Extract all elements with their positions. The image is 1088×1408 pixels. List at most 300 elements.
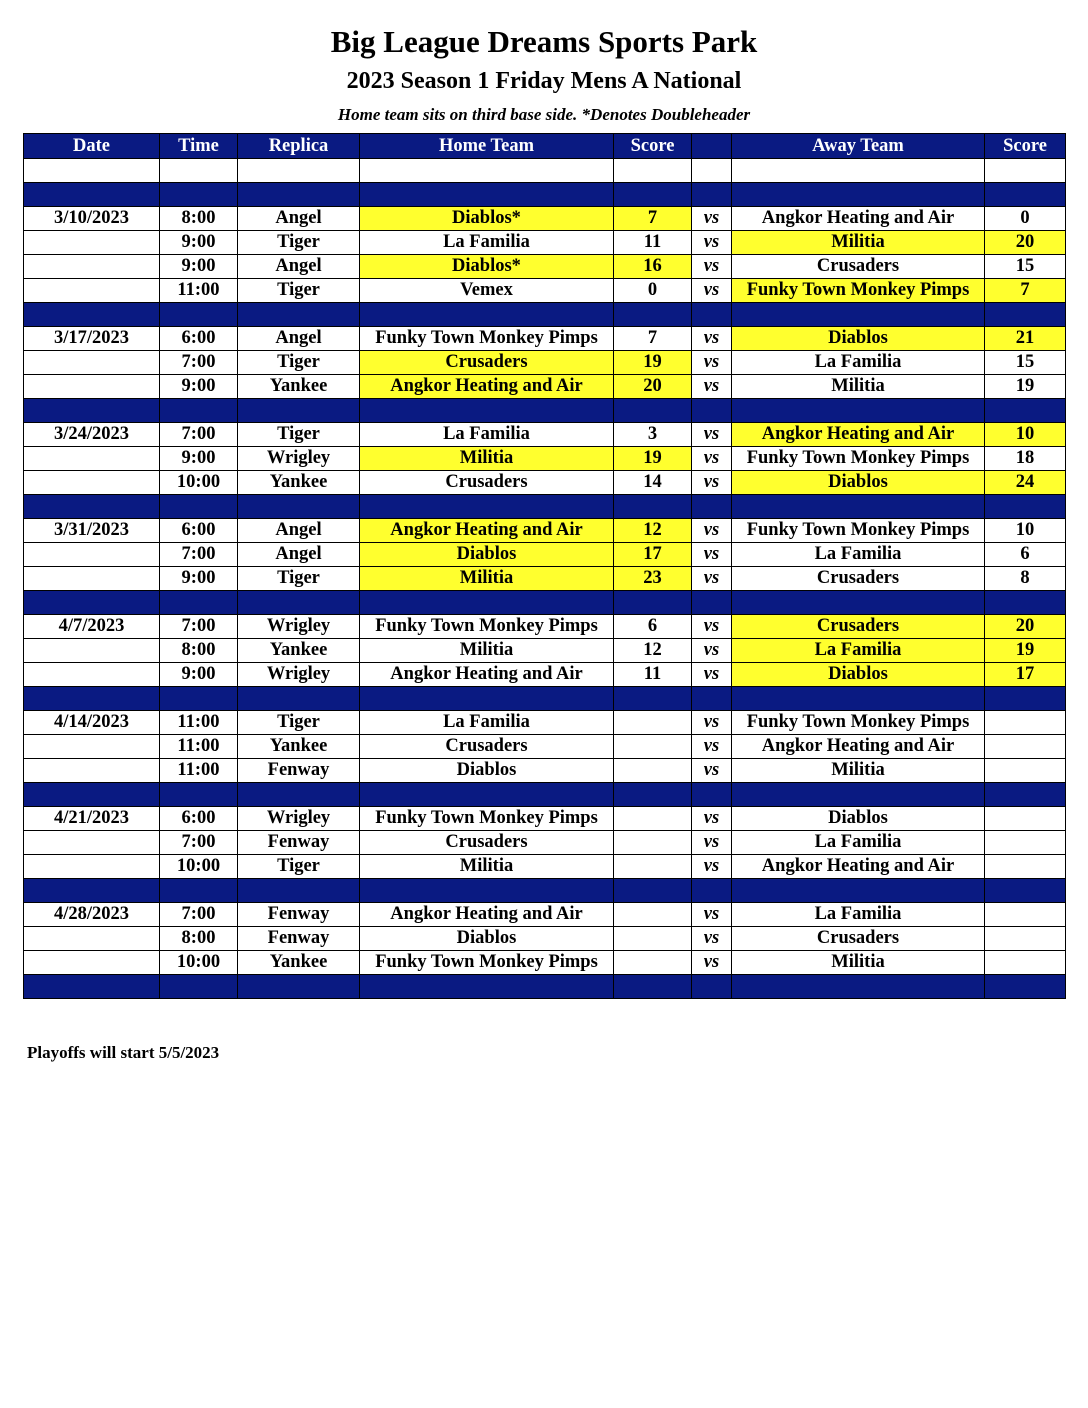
away-score-cell [985,903,1066,927]
blank-cell [24,159,160,183]
time-cell: 7:00 [160,903,238,927]
separator-cell [160,303,238,327]
home-score-cell: 11 [614,231,692,255]
vs-cell: vs [692,351,732,375]
vs-cell: vs [692,759,732,783]
away-team-cell: Militia [732,375,985,399]
home-team-cell: Diablos [360,759,614,783]
home-team-cell: Crusaders [360,831,614,855]
time-cell: 8:00 [160,207,238,231]
replica-cell: Angel [238,543,360,567]
home-score-cell: 17 [614,543,692,567]
week-separator-row [24,183,1066,207]
date-cell: 4/21/2023 [24,807,160,831]
away-team-cell: Crusaders [732,615,985,639]
home-team-cell: Funky Town Monkey Pimps [360,951,614,975]
week-separator-row [24,783,1066,807]
date-cell [24,951,160,975]
time-cell: 7:00 [160,351,238,375]
blank-cell [985,159,1066,183]
vs-cell: vs [692,255,732,279]
away-team-cell: La Familia [732,903,985,927]
blank-row [24,159,1066,183]
vs-cell: vs [692,519,732,543]
separator-cell [24,591,160,615]
vs-cell: vs [692,855,732,879]
separator-cell [24,975,160,999]
separator-cell [985,975,1066,999]
home-team-cell: Diablos* [360,255,614,279]
time-cell: 7:00 [160,543,238,567]
separator-cell [360,183,614,207]
table-row [24,831,1066,855]
away-team-cell: La Familia [732,639,985,663]
home-score-cell: 7 [614,327,692,351]
away-team-cell: Diablos [732,807,985,831]
replica-cell: Fenway [238,759,360,783]
table-row [24,279,1066,303]
replica-cell: Wrigley [238,663,360,687]
home-score-cell [614,759,692,783]
vs-cell: vs [692,951,732,975]
separator-cell [238,687,360,711]
away-score-cell: 21 [985,327,1066,351]
replica-cell: Yankee [238,375,360,399]
home-team-cell: La Familia [360,711,614,735]
home-score-cell [614,927,692,951]
table-row [24,375,1066,399]
separator-cell [24,879,160,903]
separator-cell [238,303,360,327]
away-score-cell [985,759,1066,783]
time-cell: 9:00 [160,231,238,255]
date-cell [24,375,160,399]
table-row [24,903,1066,927]
away-score-cell [985,855,1066,879]
replica-cell: Angel [238,255,360,279]
time-cell: 6:00 [160,327,238,351]
vs-cell: vs [692,711,732,735]
separator-cell [360,879,614,903]
date-cell [24,447,160,471]
away-score-cell: 6 [985,543,1066,567]
blank-cell [238,159,360,183]
replica-cell: Wrigley [238,615,360,639]
away-team-cell: Angkor Heating and Air [732,855,985,879]
page-subtitle: 2023 Season 1 Friday Mens A National [346,68,742,94]
separator-cell [238,975,360,999]
away-score-cell [985,951,1066,975]
replica-cell: Tiger [238,567,360,591]
away-team-cell: Funky Town Monkey Pimps [732,519,985,543]
table-row [24,735,1066,759]
separator-cell [985,495,1066,519]
away-team-cell: La Familia [732,543,985,567]
vs-cell: vs [692,231,732,255]
column-header-away-team: Away Team [732,134,985,159]
date-cell: 3/17/2023 [24,327,160,351]
table-row [24,711,1066,735]
away-score-cell [985,735,1066,759]
separator-cell [614,183,692,207]
separator-cell [732,303,985,327]
vs-cell: vs [692,279,732,303]
home-score-cell: 12 [614,639,692,663]
table-row [24,207,1066,231]
separator-cell [360,591,614,615]
separator-cell [24,303,160,327]
home-team-cell: La Familia [360,231,614,255]
schedule-body [24,159,1066,999]
replica-cell: Wrigley [238,807,360,831]
replica-cell: Tiger [238,231,360,255]
replica-cell: Tiger [238,279,360,303]
separator-cell [238,399,360,423]
time-cell: 10:00 [160,471,238,495]
home-score-cell: 3 [614,423,692,447]
home-score-cell: 0 [614,279,692,303]
replica-cell: Yankee [238,735,360,759]
time-cell: 11:00 [160,279,238,303]
away-team-cell: Militia [732,759,985,783]
date-cell [24,351,160,375]
separator-cell [692,495,732,519]
separator-cell [985,303,1066,327]
separator-cell [692,687,732,711]
separator-cell [360,783,614,807]
separator-cell [692,591,732,615]
away-score-cell: 8 [985,567,1066,591]
home-team-cell: Diablos [360,543,614,567]
home-score-cell: 16 [614,255,692,279]
table-row [24,423,1066,447]
home-team-cell: Militia [360,639,614,663]
away-score-cell: 20 [985,231,1066,255]
separator-cell [614,879,692,903]
separator-cell [360,687,614,711]
home-score-cell: 19 [614,351,692,375]
vs-cell: vs [692,327,732,351]
separator-cell [732,879,985,903]
home-score-cell: 6 [614,615,692,639]
separator-cell [692,975,732,999]
separator-cell [160,591,238,615]
separator-cell [160,687,238,711]
vs-cell: vs [692,927,732,951]
table-header-row [24,134,1066,159]
separator-cell [360,399,614,423]
separator-cell [360,495,614,519]
date-cell [24,255,160,279]
date-cell [24,231,160,255]
date-cell: 3/31/2023 [24,519,160,543]
away-score-cell: 24 [985,471,1066,495]
separator-cell [238,783,360,807]
vs-cell: vs [692,903,732,927]
separator-cell [24,183,160,207]
time-cell: 6:00 [160,519,238,543]
separator-cell [24,687,160,711]
separator-cell [692,399,732,423]
schedule-table [23,133,1066,999]
vs-cell: vs [692,543,732,567]
separator-cell [692,879,732,903]
away-team-cell: Funky Town Monkey Pimps [732,711,985,735]
away-team-cell: Crusaders [732,255,985,279]
time-cell: 11:00 [160,735,238,759]
time-cell: 8:00 [160,927,238,951]
time-cell: 7:00 [160,423,238,447]
date-cell [24,855,160,879]
column-header-replica: Replica [238,134,360,159]
date-cell [24,639,160,663]
column-header-home-score: Score [614,134,692,159]
column-header-away-score: Score [985,134,1066,159]
away-team-cell: La Familia [732,831,985,855]
home-team-cell: Militia [360,447,614,471]
away-score-cell: 15 [985,255,1066,279]
replica-cell: Angel [238,519,360,543]
away-score-cell [985,927,1066,951]
separator-cell [238,495,360,519]
separator-cell [732,183,985,207]
vs-cell: vs [692,375,732,399]
separator-cell [692,183,732,207]
table-row [24,759,1066,783]
home-score-cell [614,951,692,975]
separator-cell [985,687,1066,711]
separator-cell [238,879,360,903]
home-team-cell: Crusaders [360,735,614,759]
time-cell: 9:00 [160,375,238,399]
away-score-cell: 19 [985,639,1066,663]
away-score-cell: 20 [985,615,1066,639]
separator-cell [985,183,1066,207]
separator-cell [160,495,238,519]
away-team-cell: Diablos [732,327,985,351]
separator-cell [614,687,692,711]
home-team-cell: Vemex [360,279,614,303]
replica-cell: Yankee [238,471,360,495]
date-cell [24,927,160,951]
home-score-cell: 14 [614,471,692,495]
date-cell: 4/14/2023 [24,711,160,735]
table-row [24,639,1066,663]
replica-cell: Tiger [238,711,360,735]
separator-cell [614,399,692,423]
vs-cell: vs [692,735,732,759]
separator-cell [24,495,160,519]
date-cell: 3/24/2023 [24,423,160,447]
date-cell [24,279,160,303]
home-team-cell: Funky Town Monkey Pimps [360,615,614,639]
column-header-date: Date [24,134,160,159]
home-score-cell [614,735,692,759]
vs-cell: vs [692,663,732,687]
column-header-home-team: Home Team [360,134,614,159]
away-team-cell: Diablos [732,663,985,687]
replica-cell: Fenway [238,903,360,927]
blank-cell [360,159,614,183]
home-score-cell: 20 [614,375,692,399]
separator-cell [732,399,985,423]
separator-cell [985,879,1066,903]
separator-cell [160,975,238,999]
time-cell: 9:00 [160,447,238,471]
away-team-cell: Funky Town Monkey Pimps [732,447,985,471]
away-score-cell: 17 [985,663,1066,687]
away-team-cell: Militia [732,231,985,255]
separator-cell [24,399,160,423]
home-team-cell: Funky Town Monkey Pimps [360,807,614,831]
table-row [24,255,1066,279]
separator-cell [692,783,732,807]
separator-cell [732,495,985,519]
date-cell [24,759,160,783]
away-score-cell [985,831,1066,855]
away-score-cell: 0 [985,207,1066,231]
separator-cell [160,879,238,903]
away-team-cell: Militia [732,951,985,975]
separator-cell [614,303,692,327]
column-header-vs [692,134,732,159]
away-score-cell [985,807,1066,831]
separator-cell [732,783,985,807]
away-team-cell: Angkor Heating and Air [732,207,985,231]
time-cell: 6:00 [160,807,238,831]
separator-cell [238,183,360,207]
away-team-cell: Angkor Heating and Air [732,735,985,759]
replica-cell: Angel [238,327,360,351]
week-separator-row [24,879,1066,903]
week-separator-row [24,591,1066,615]
table-row [24,855,1066,879]
home-score-cell [614,831,692,855]
home-team-cell: Diablos [360,927,614,951]
separator-cell [614,783,692,807]
vs-cell: vs [692,831,732,855]
date-cell [24,471,160,495]
home-team-cell: Crusaders [360,471,614,495]
schedule-note: Home team sits on third base side. *Denotes Doubleheader [337,105,751,124]
replica-cell: Fenway [238,831,360,855]
table-row [24,447,1066,471]
separator-cell [238,591,360,615]
home-score-cell [614,807,692,831]
date-cell: 3/10/2023 [24,207,160,231]
blank-cell [732,159,985,183]
away-team-cell: Diablos [732,471,985,495]
away-score-cell: 10 [985,519,1066,543]
home-team-cell: Angkor Heating and Air [360,903,614,927]
separator-cell [985,591,1066,615]
away-score-cell: 7 [985,279,1066,303]
separator-cell [614,591,692,615]
page-title: Big League Dreams Sports Park [330,24,758,59]
separator-cell [985,399,1066,423]
replica-cell: Yankee [238,639,360,663]
vs-cell: vs [692,807,732,831]
table-row [24,351,1066,375]
blank-cell [160,159,238,183]
vs-cell: vs [692,615,732,639]
table-row [24,543,1066,567]
table-row [24,663,1066,687]
replica-cell: Wrigley [238,447,360,471]
replica-cell: Yankee [238,951,360,975]
home-score-cell: 12 [614,519,692,543]
blank-cell [614,159,692,183]
date-cell: 4/7/2023 [24,615,160,639]
replica-cell: Tiger [238,855,360,879]
home-team-cell: Funky Town Monkey Pimps [360,327,614,351]
table-row [24,951,1066,975]
time-cell: 10:00 [160,855,238,879]
separator-cell [360,303,614,327]
replica-cell: Tiger [238,423,360,447]
vs-cell: vs [692,567,732,591]
separator-cell [360,975,614,999]
date-cell [24,567,160,591]
time-cell: 10:00 [160,951,238,975]
time-cell: 7:00 [160,831,238,855]
date-cell [24,663,160,687]
separator-cell [160,783,238,807]
away-score-cell: 19 [985,375,1066,399]
separator-cell [732,591,985,615]
table-row [24,519,1066,543]
time-cell: 9:00 [160,663,238,687]
away-team-cell: Crusaders [732,567,985,591]
date-cell: 4/28/2023 [24,903,160,927]
home-score-cell: 23 [614,567,692,591]
table-row [24,927,1066,951]
home-score-cell: 7 [614,207,692,231]
time-cell: 9:00 [160,255,238,279]
vs-cell: vs [692,447,732,471]
column-header-time: Time [160,134,238,159]
table-row [24,471,1066,495]
week-separator-row [24,975,1066,999]
home-team-cell: Angkor Heating and Air [360,663,614,687]
home-team-cell: Diablos* [360,207,614,231]
vs-cell: vs [692,207,732,231]
week-separator-row [24,687,1066,711]
away-team-cell: Angkor Heating and Air [732,423,985,447]
home-score-cell [614,855,692,879]
week-separator-row [24,399,1066,423]
separator-cell [692,303,732,327]
week-separator-row [24,495,1066,519]
date-cell [24,831,160,855]
date-cell [24,543,160,567]
separator-cell [985,783,1066,807]
separator-cell [732,687,985,711]
time-cell: 11:00 [160,759,238,783]
home-score-cell [614,903,692,927]
replica-cell: Angel [238,207,360,231]
separator-cell [732,975,985,999]
separator-cell [614,975,692,999]
away-score-cell: 10 [985,423,1066,447]
home-team-cell: Militia [360,855,614,879]
time-cell: 11:00 [160,711,238,735]
home-score-cell: 11 [614,663,692,687]
table-row [24,567,1066,591]
away-score-cell [985,711,1066,735]
replica-cell: Fenway [238,927,360,951]
home-team-cell: Angkor Heating and Air [360,519,614,543]
